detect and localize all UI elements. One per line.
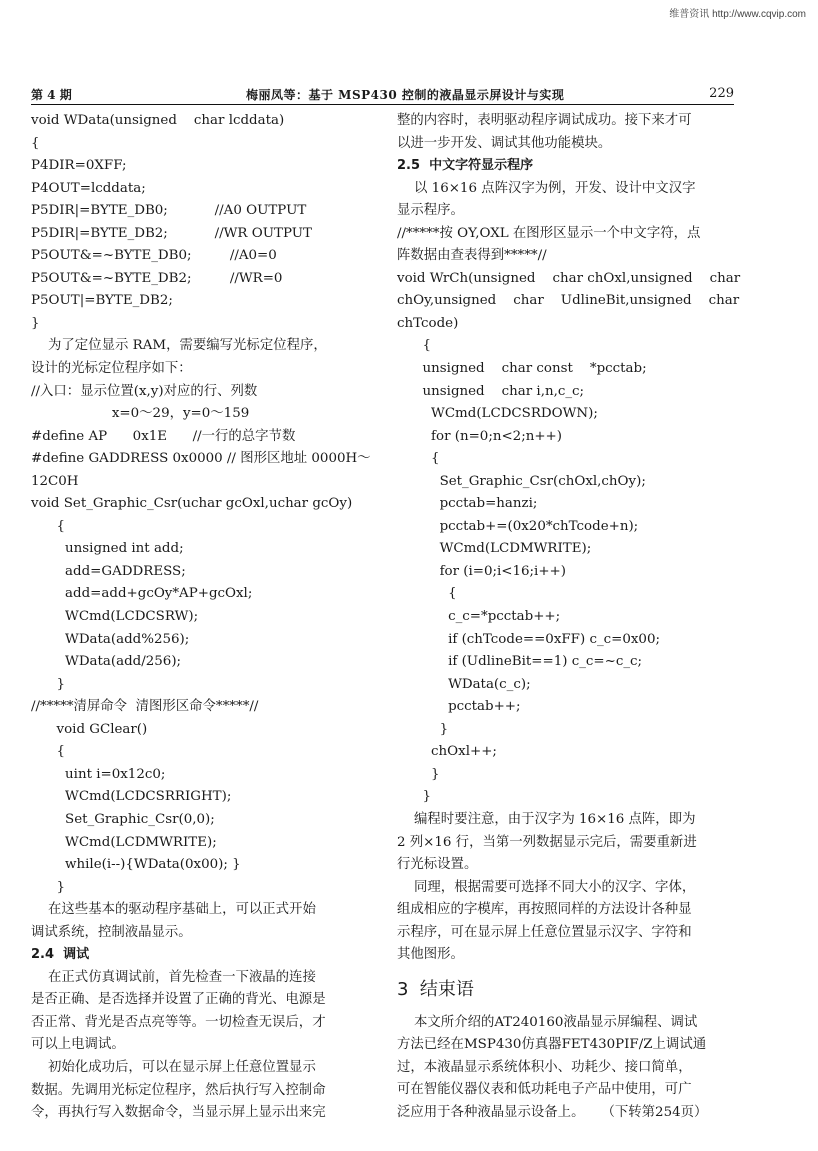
text-line: }	[31, 676, 66, 692]
text-line: pcctab+=(0x20*chTcode+n);	[397, 518, 639, 534]
text-line: unsigned char const *pcctab;	[397, 361, 647, 377]
text-line: P5DIR|=BYTE_DB0; //A0 OUTPUT	[31, 203, 307, 219]
text-line: {	[397, 451, 440, 467]
text-line: void WData(unsigned char lcddata)	[31, 113, 285, 128]
text-line: add=add+gcOy*AP+gcOxl;	[31, 586, 253, 602]
header-rule	[31, 104, 734, 105]
text-line: 方法已经在MSP430仿真器FET430PIF/Z上调试通	[397, 1037, 707, 1053]
text-line: 行光标设置。	[397, 857, 478, 873]
text-line: {	[31, 518, 66, 534]
text-line: 以进一步开发、调试其他功能模块。	[397, 135, 612, 151]
right-column	[397, 110, 741, 1125]
text-line: 令，再执行写入数据命令，当显示屏上显示出来完	[31, 1105, 326, 1121]
text-line: for (i=0;i<16;i++)	[397, 563, 566, 579]
text-line: chTcode)	[397, 315, 459, 331]
issue-number: 第 4 期	[31, 88, 72, 102]
text-line: c_c=*pcctab++;	[397, 609, 561, 625]
text-line: {	[397, 338, 432, 354]
text-line: WCmd(LCDCSRDOWN);	[397, 406, 598, 422]
text-line: if (chTcode==0xFF) c_c=0x00;	[397, 631, 660, 647]
text-line: WCmd(LCDMWRITE);	[31, 834, 217, 850]
text-line: chOxl++;	[397, 744, 497, 760]
text-line: }	[397, 766, 440, 782]
text-line: 阵数据由查表得到*****//	[397, 248, 547, 264]
text-line: }	[397, 721, 449, 737]
text-line: add=GADDRESS;	[31, 563, 186, 579]
text-line: //入口：显示位置(x,y)对应的行、列数	[31, 383, 258, 399]
text-line: chOy,unsigned char UdlineBit,unsigned char	[397, 293, 740, 309]
text-line: //*****清屏命令 清图形区命令*****//	[31, 699, 259, 715]
text-line: 编程时要注意，由于汉字为 16×16 点阵，即为	[397, 811, 696, 827]
text-line: WCmd(LCDCSRW);	[31, 609, 199, 625]
text-line: 示程序，可在显示屏上任意位置显示汉字、字符和	[397, 924, 692, 940]
text-line: }	[31, 315, 40, 331]
text-line: 泛应用于各种液晶显示设备上。 （下转第254页）	[397, 1104, 708, 1120]
text-line: 组成相应的字模库，再按照同样的方法设计各种显	[397, 902, 692, 918]
text-line: 初始化成功后，可以在显示屏上任意位置显示	[31, 1059, 316, 1075]
section-heading-conclusion: 3 结束语	[397, 978, 474, 1000]
text-line: WData(add%256);	[31, 631, 190, 647]
watermark: 维普资讯 http://www.cqvip.com	[669, 9, 806, 20]
text-line: 过，本液晶显示系统体积小、功耗少、接口简单，	[397, 1059, 692, 1075]
text-line: 可在智能仪器仪表和低功耗电子产品中使用，可广	[397, 1082, 692, 1098]
text-line: 整的内容时，表明驱动程序调试成功。接下来才可	[397, 113, 692, 128]
text-line: 在正式仿真调试前，首先检查一下液晶的连接	[31, 969, 316, 985]
text-line: 在这些基本的驱动程序基础上，可以正式开始	[31, 902, 316, 918]
text-line: P5OUT&=~BYTE_DB2; //WR=0	[31, 270, 283, 286]
text-line: 调试系统，控制液晶显示。	[31, 924, 192, 940]
text-line: P4OUT=lcddata;	[31, 180, 146, 196]
text-line: }	[31, 879, 66, 895]
text-line: while(i--){WData(0x00); }	[31, 857, 241, 873]
text-line: P4DIR=0XFF;	[31, 158, 127, 174]
text-line: unsigned char i,n,c_c;	[397, 383, 585, 399]
text-line: 否正常、背光是否点亮等等。一切检查无误后，才	[31, 1014, 326, 1030]
text-line: uint i=0x12c0;	[31, 766, 166, 782]
text-line: 可以上电调试。	[31, 1037, 125, 1053]
text-line: x=0～29，y=0～159	[31, 406, 250, 422]
text-line: 同理，根据需要可选择不同大小的汉字、字体，	[397, 879, 696, 895]
text-line: 以 16×16 点阵汉字为例，开发、设计中文汉字	[397, 180, 696, 196]
text-line: WData(add/256);	[31, 654, 182, 670]
text-line: Set_Graphic_Csr(0,0);	[31, 811, 215, 827]
text-line: void WrCh(unsigned char chOxl,unsigned char	[397, 270, 741, 286]
running-title: 梅丽凤等：基于 MSP430 控制的液晶显示屏设计与实现	[246, 88, 565, 102]
text-line: 设计的光标定位程序如下：	[31, 361, 192, 377]
text-line: for (n=0;n<2;n++)	[397, 428, 562, 444]
text-line: if (UdlineBit==1) c_c=~c_c;	[397, 654, 643, 670]
running-header	[31, 86, 734, 104]
section-heading: 2.5 中文字符显示程序	[397, 158, 534, 174]
text-line: unsigned int add;	[31, 541, 184, 557]
text-line: void GClear()	[31, 721, 148, 737]
text-line: pcctab=hanzi;	[397, 496, 538, 512]
text-line: pcctab++;	[397, 699, 521, 715]
text-line: Set_Graphic_Csr(chOxl,chOy);	[397, 473, 646, 489]
text-line: #define GADDRESS 0x0000 // 图形区地址 0000H～	[31, 451, 371, 467]
text-line: 其他图形。	[397, 947, 464, 963]
text-line: #define AP 0x1E //一行的总字节数	[31, 428, 296, 444]
text-line: {	[397, 586, 457, 602]
text-line: //*****按 OY,OXL 在图形区显示一个中文字符，点	[397, 225, 701, 241]
text-line: void Set_Graphic_Csr(uchar gcOxl,uchar gcOy)	[31, 496, 353, 512]
text-line: 为了定位显示 RAM，需要编写光标定位程序，	[31, 338, 327, 354]
page-number: 229	[709, 86, 734, 101]
text-line: 显示程序。	[397, 203, 464, 219]
text-line: 是否正确、是否选择并设置了正确的背光、电源是	[31, 992, 326, 1008]
text-line: WData(c_c);	[397, 676, 531, 692]
text-line: 数据。先调用光标定位程序，然后执行写入控制命	[31, 1082, 326, 1098]
text-line: 12C0H	[31, 473, 79, 489]
text-line: P5OUT|=BYTE_DB2;	[31, 293, 173, 309]
text-line: WCmd(LCDCSRRIGHT);	[31, 789, 232, 805]
text-line: P5DIR|=BYTE_DB2; //WR OUTPUT	[31, 225, 312, 241]
text-line: WCmd(LCDMWRITE);	[397, 541, 592, 557]
text-line: {	[31, 744, 66, 760]
text-line: P5OUT&=~BYTE_DB0; //A0=0	[31, 248, 277, 264]
left-column	[31, 110, 371, 1125]
text-line: {	[31, 135, 40, 151]
text-line: }	[397, 789, 432, 805]
section-heading: 2.4 调试	[31, 947, 90, 963]
text-line: 本文所介绍的AT240160液晶显示屏编程、调试	[397, 1014, 698, 1030]
text-line: 2 列×16 行，当第一列数据显示完后，需要重新进	[397, 834, 697, 850]
